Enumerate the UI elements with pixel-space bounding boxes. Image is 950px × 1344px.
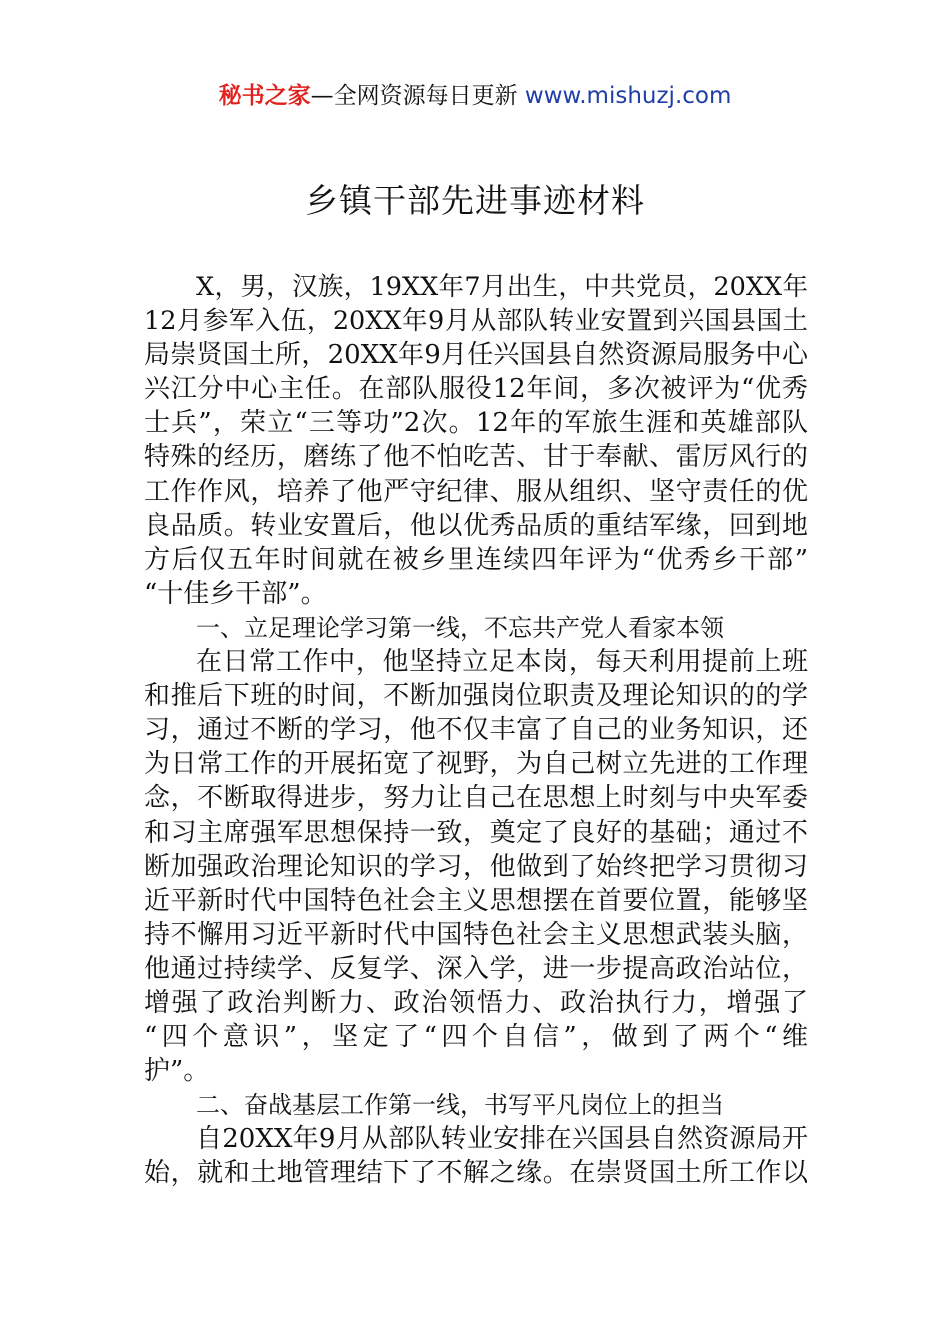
text-line: 自20XX年9月从部队转业安排在兴国县自然资源局开 xyxy=(196,1124,808,1155)
text-line: 在日常工作中，他坚持立足本岗，每天利用提前上班 xyxy=(196,647,808,678)
section-heading-2: 二、奋战基层工作第一线，书写平凡岗位上的担当 xyxy=(196,1091,724,1120)
document-body xyxy=(144,270,808,1191)
text-line: 断加强政治理论知识的学习，他做到了始终把学习贯彻习 xyxy=(144,851,808,882)
site-url-link[interactable]: www.mishuzj.com xyxy=(524,83,732,109)
text-line: 士兵”，荣立“三等功”2次。12年的军旅生涯和英雄部队 xyxy=(144,408,808,439)
text-line: 习，通过不断的学习，他不仅丰富了自己的业务知识，还 xyxy=(144,715,808,746)
text-line: 局崇贤国土所，20XX年9月任兴国县自然资源局服务中心 xyxy=(144,340,808,371)
text-line: 特殊的经历，磨练了他不怕吃苦、甘于奉献、雷厉风行的 xyxy=(144,442,808,473)
text-line: X，男，汉族，19XX年7月出生，中共党员，20XX年 xyxy=(196,272,808,302)
text-line: 为日常工作的开展拓宽了视野，为自己树立先进的工作理 xyxy=(144,749,808,780)
document-title: 乡镇干部先进事迹材料 xyxy=(305,181,645,220)
text-line: 和推后下班的时间，不断加强岗位职责及理论知识的的学 xyxy=(144,681,808,712)
site-banner xyxy=(0,80,950,112)
section-heading-1: 一、立足理论学习第一线，不忘共产党人看家本领 xyxy=(196,613,724,642)
text-line: 念，不断取得进步，努力让自己在思想上时刻与中央军委 xyxy=(144,783,808,814)
text-line: 他通过持续学、反复学、深入学，进一步提高政治站位， xyxy=(144,953,808,984)
text-line: 持不懈用习近平新时代中国特色社会主义思想武装头脑， xyxy=(144,919,808,950)
text-line: 和习主席强军思想保持一致，奠定了良好的基础；通过不 xyxy=(144,817,808,848)
text-line: 近平新时代中国特色社会主义思想摆在首要位置，能够坚 xyxy=(144,885,808,916)
text-line: 兴江分中心主任。在部队服役12年间，多次被评为“优秀 xyxy=(144,374,808,405)
site-tagline: —全网资源每日更新 xyxy=(310,83,525,109)
text-line: 增强了政治判断力、政治领悟力、政治执行力，增强了 xyxy=(144,987,808,1018)
text-line: 护”。 xyxy=(144,1056,210,1087)
text-line: 始，就和土地管理结下了不解之缘。在崇贤国土所工作以 xyxy=(144,1158,808,1189)
text-line: 12月参军入伍，20XX年9月从部队转业安置到兴国县国土 xyxy=(144,306,808,337)
text-line: “四个意识”，坚定了“四个自信”，做到了两个“维 xyxy=(144,1022,808,1053)
text-line: 工作作风，培养了他严守纪律、服从组织、坚守责任的优 xyxy=(144,476,808,507)
site-brand: 秘书之家 xyxy=(218,83,311,109)
text-line: 方后仅五年时间就在被乡里连续四年评为“优秀乡干部” xyxy=(144,544,808,575)
text-line: “十佳乡干部”。 xyxy=(144,578,327,609)
text-line: 良品质。转业安置后，他以优秀品质的重结军缘，回到地 xyxy=(144,510,808,541)
